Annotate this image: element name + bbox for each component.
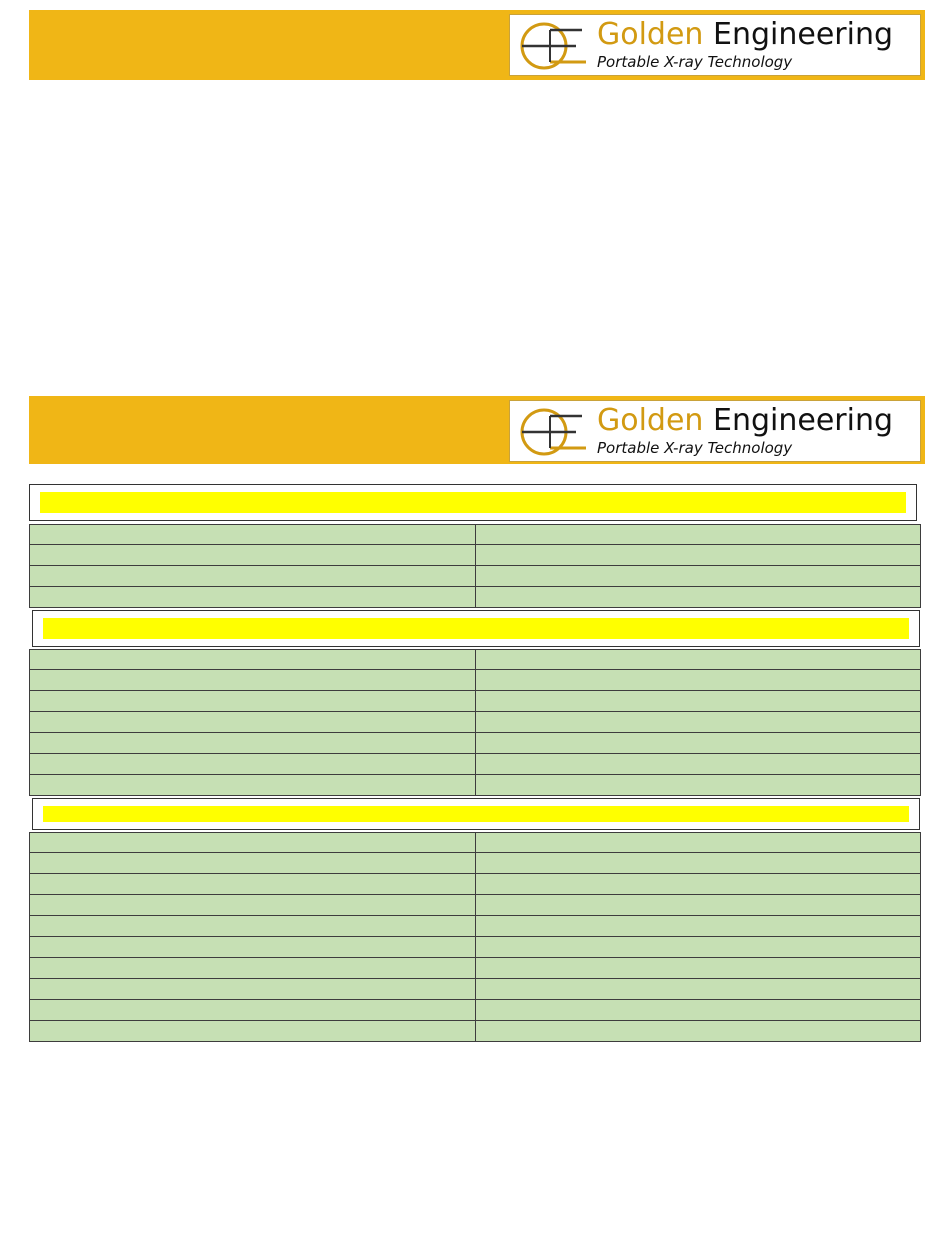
spec-label-cell	[30, 958, 476, 978]
spec-label-cell	[30, 979, 476, 999]
logo-engineering-text: Engineering	[713, 403, 893, 438]
table-row	[29, 524, 921, 545]
header-banner-2	[29, 396, 925, 464]
spec-value-cell	[476, 937, 920, 957]
spec-label-cell	[30, 916, 476, 936]
spec-value-cell	[476, 958, 920, 978]
table-row	[29, 916, 921, 937]
spec-value-cell	[476, 566, 920, 586]
logo-tagline: Portable X-ray Technology	[597, 53, 793, 71]
logo-tagline: Portable X-ray Technology	[597, 439, 793, 457]
spec-value-cell	[476, 733, 920, 753]
section-title-1	[40, 492, 906, 513]
spec-label-cell	[30, 670, 476, 690]
table-row	[29, 649, 921, 670]
table-row	[29, 937, 921, 958]
spec-value-cell	[476, 712, 920, 732]
table-row	[29, 587, 921, 608]
table-row	[29, 545, 921, 566]
company-logo	[509, 14, 921, 76]
table-row	[29, 853, 921, 874]
table-row	[29, 895, 921, 916]
table-row	[29, 566, 921, 587]
table-row	[29, 754, 921, 775]
header-banner-1	[29, 10, 925, 80]
spec-value-cell	[476, 979, 920, 999]
spec-label-cell	[30, 754, 476, 774]
spec-label-cell	[30, 874, 476, 894]
spec-value-cell	[476, 650, 920, 669]
spec-label-cell	[30, 525, 476, 544]
table-row	[29, 670, 921, 691]
spec-label-cell	[30, 937, 476, 957]
section-header-2	[32, 610, 920, 647]
spec-value-cell	[476, 545, 920, 565]
spec-table	[29, 484, 921, 1035]
spec-label-cell	[30, 566, 476, 586]
spec-value-cell	[476, 916, 920, 936]
spec-label-cell	[30, 895, 476, 915]
spec-value-cell	[476, 775, 920, 795]
spec-label-cell	[30, 1000, 476, 1020]
spec-label-cell	[30, 587, 476, 607]
logo-golden-text: Golden	[597, 17, 704, 52]
table-row	[29, 691, 921, 712]
section-title-3	[43, 806, 909, 822]
ge-logo-icon	[516, 20, 592, 72]
table-row	[29, 1000, 921, 1021]
spec-label-cell	[30, 650, 476, 669]
spec-value-cell	[476, 1000, 920, 1020]
spec-label-cell	[30, 775, 476, 795]
table-row	[29, 712, 921, 733]
spec-value-cell	[476, 525, 920, 544]
spec-label-cell	[30, 853, 476, 873]
table-row	[29, 958, 921, 979]
logo-golden-text: Golden	[597, 403, 704, 438]
section-header-3	[32, 798, 920, 830]
spec-value-cell	[476, 587, 920, 607]
company-logo	[509, 400, 921, 462]
spec-value-cell	[476, 691, 920, 711]
spec-value-cell	[476, 874, 920, 894]
section-title-2	[43, 618, 909, 639]
table-row	[29, 733, 921, 754]
spec-value-cell	[476, 833, 920, 852]
table-row	[29, 775, 921, 796]
section-header-1	[29, 484, 917, 521]
spec-label-cell	[30, 545, 476, 565]
spec-value-cell	[476, 853, 920, 873]
spec-value-cell	[476, 670, 920, 690]
spec-label-cell	[30, 833, 476, 852]
table-row	[29, 874, 921, 895]
spec-value-cell	[476, 754, 920, 774]
table-row	[29, 979, 921, 1000]
table-row	[29, 832, 921, 853]
spec-value-cell	[476, 1021, 920, 1041]
spec-label-cell	[30, 691, 476, 711]
table-row	[29, 1021, 921, 1042]
spec-label-cell	[30, 1021, 476, 1041]
spec-value-cell	[476, 895, 920, 915]
logo-engineering-text: Engineering	[713, 17, 893, 52]
ge-logo-icon	[516, 406, 592, 458]
spec-label-cell	[30, 733, 476, 753]
spec-label-cell	[30, 712, 476, 732]
